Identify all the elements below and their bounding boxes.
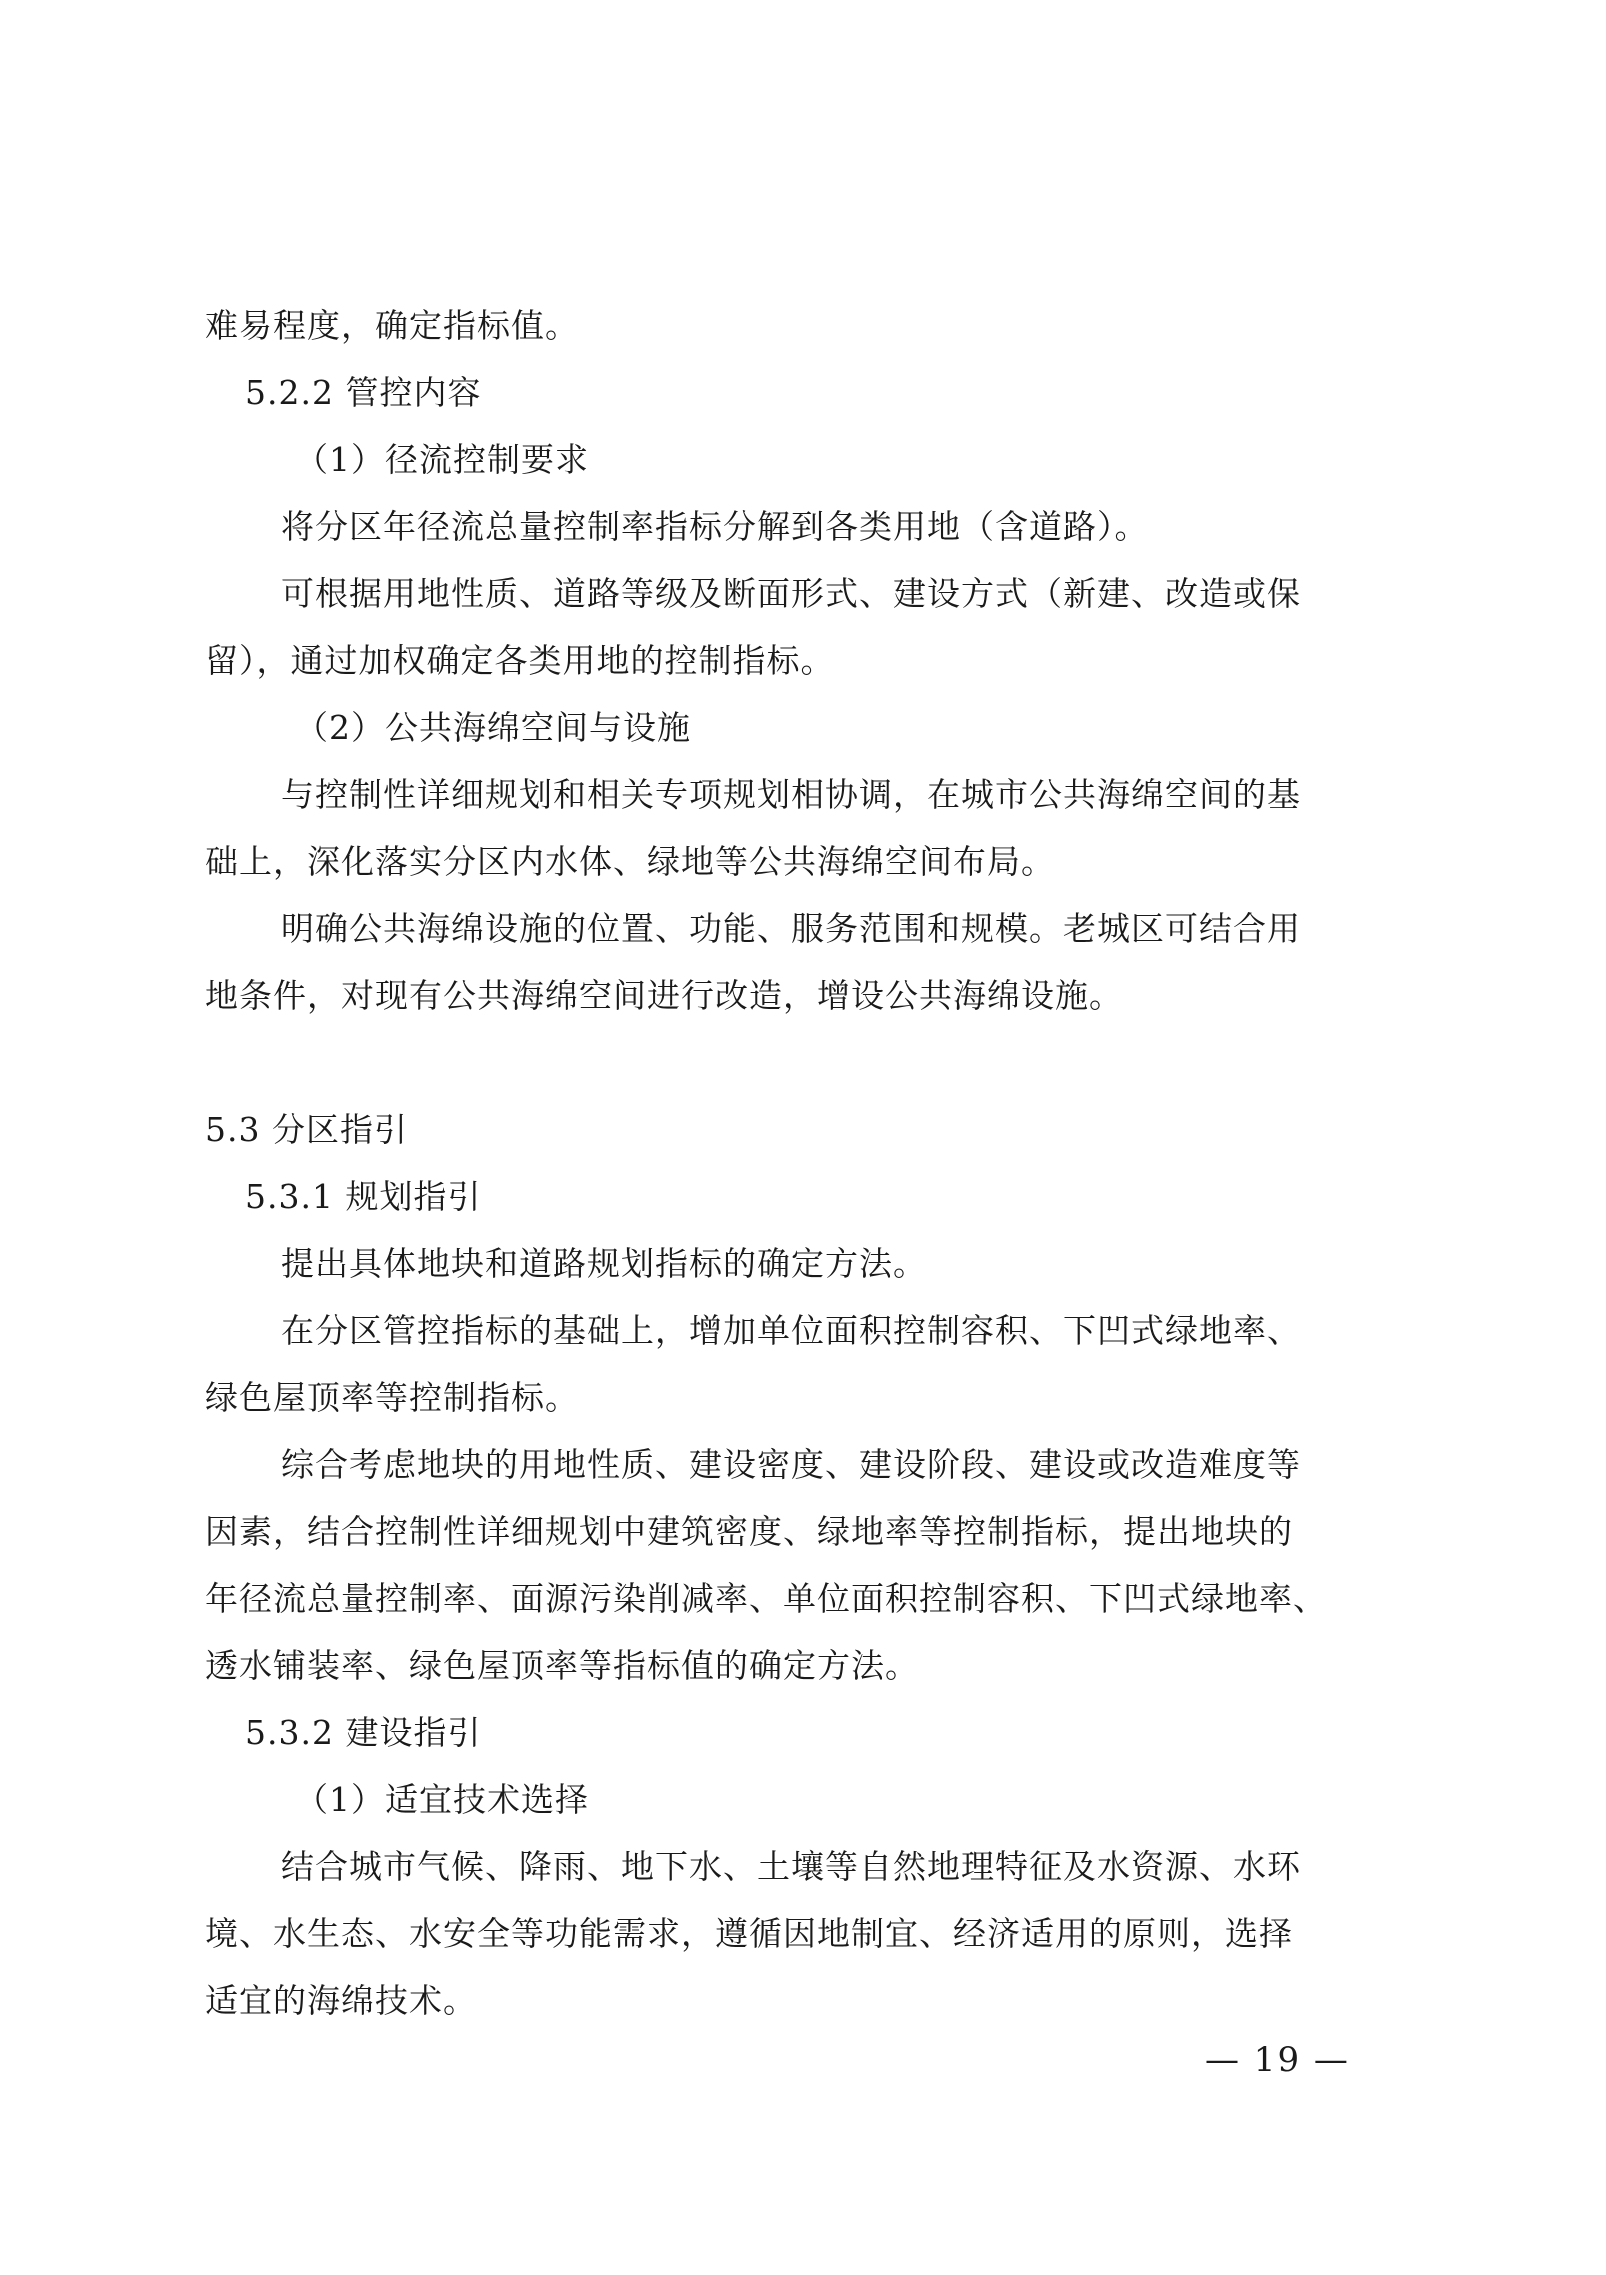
subsection-heading-5-3-1: 5.3.1 规划指引: [245, 1177, 482, 1216]
paragraph-line: 地条件，对现有公共海绵空间进行改造，增设公共海绵设施。: [205, 976, 1123, 1015]
paragraph-line: 绿色屋顶率等控制指标。: [205, 1378, 579, 1417]
paragraph-line: 在分区管控指标的基础上，增加单位面积控制容积、下凹式绿地率、: [281, 1311, 1301, 1350]
paragraph-line: 透水铺装率、绿色屋顶率等指标值的确定方法。: [205, 1646, 919, 1685]
paragraph-line: 年径流总量控制率、面源污染削减率、单位面积控制容积、下凹式绿地率、: [205, 1579, 1327, 1618]
paragraph-line: 综合考虑地块的用地性质、建设密度、建设阶段、建设或改造难度等: [281, 1445, 1301, 1484]
subsection-heading-5-3-2: 5.3.2 建设指引: [245, 1713, 482, 1752]
continuation-line: 难易程度，确定指标值。: [205, 306, 579, 345]
item-heading-runoff-control: （1）径流控制要求: [295, 440, 589, 479]
paragraph-line: 将分区年径流总量控制率指标分解到各类用地（含道路）。: [281, 507, 1149, 546]
item-heading-technology-selection: （1）适宜技术选择: [295, 1780, 589, 1819]
paragraph-line: 可根据用地性质、道路等级及断面形式、建设方式（新建、改造或保: [281, 574, 1301, 613]
paragraph-line: 留），通过加权确定各类用地的控制指标。: [205, 641, 835, 680]
paragraph-line: 础上，深化落实分区内水体、绿地等公共海绵空间布局。: [205, 842, 1055, 881]
paragraph-line: 适宜的海绵技术。: [205, 1981, 477, 2020]
body-text: [205, 292, 1415, 2034]
paragraph-line: 与控制性详细规划和相关专项规划相协调，在城市公共海绵空间的基: [281, 775, 1301, 814]
section-gap: [205, 1029, 1415, 1096]
paragraph-line: 提出具体地块和道路规划指标的确定方法。: [281, 1244, 927, 1283]
paragraph-line: 因素，结合控制性详细规划中建筑密度、绿地率等控制指标，提出地块的: [205, 1512, 1293, 1551]
item-heading-public-sponge-space: （2）公共海绵空间与设施: [295, 708, 691, 747]
paragraph-line: 明确公共海绵设施的位置、功能、服务范围和规模。老城区可结合用: [281, 909, 1301, 948]
page-number: — 19 —: [1205, 2040, 1350, 2080]
paragraph-line: 结合城市气候、降雨、地下水、土壤等自然地理特征及水资源、水环: [281, 1847, 1301, 1886]
paragraph-line: 境、水生态、水安全等功能需求，遵循因地制宜、经济适用的原则，选择: [205, 1914, 1293, 1953]
subsection-heading-5-2-2: 5.2.2 管控内容: [245, 373, 482, 412]
section-heading-5-3: 5.3 分区指引: [205, 1110, 408, 1149]
